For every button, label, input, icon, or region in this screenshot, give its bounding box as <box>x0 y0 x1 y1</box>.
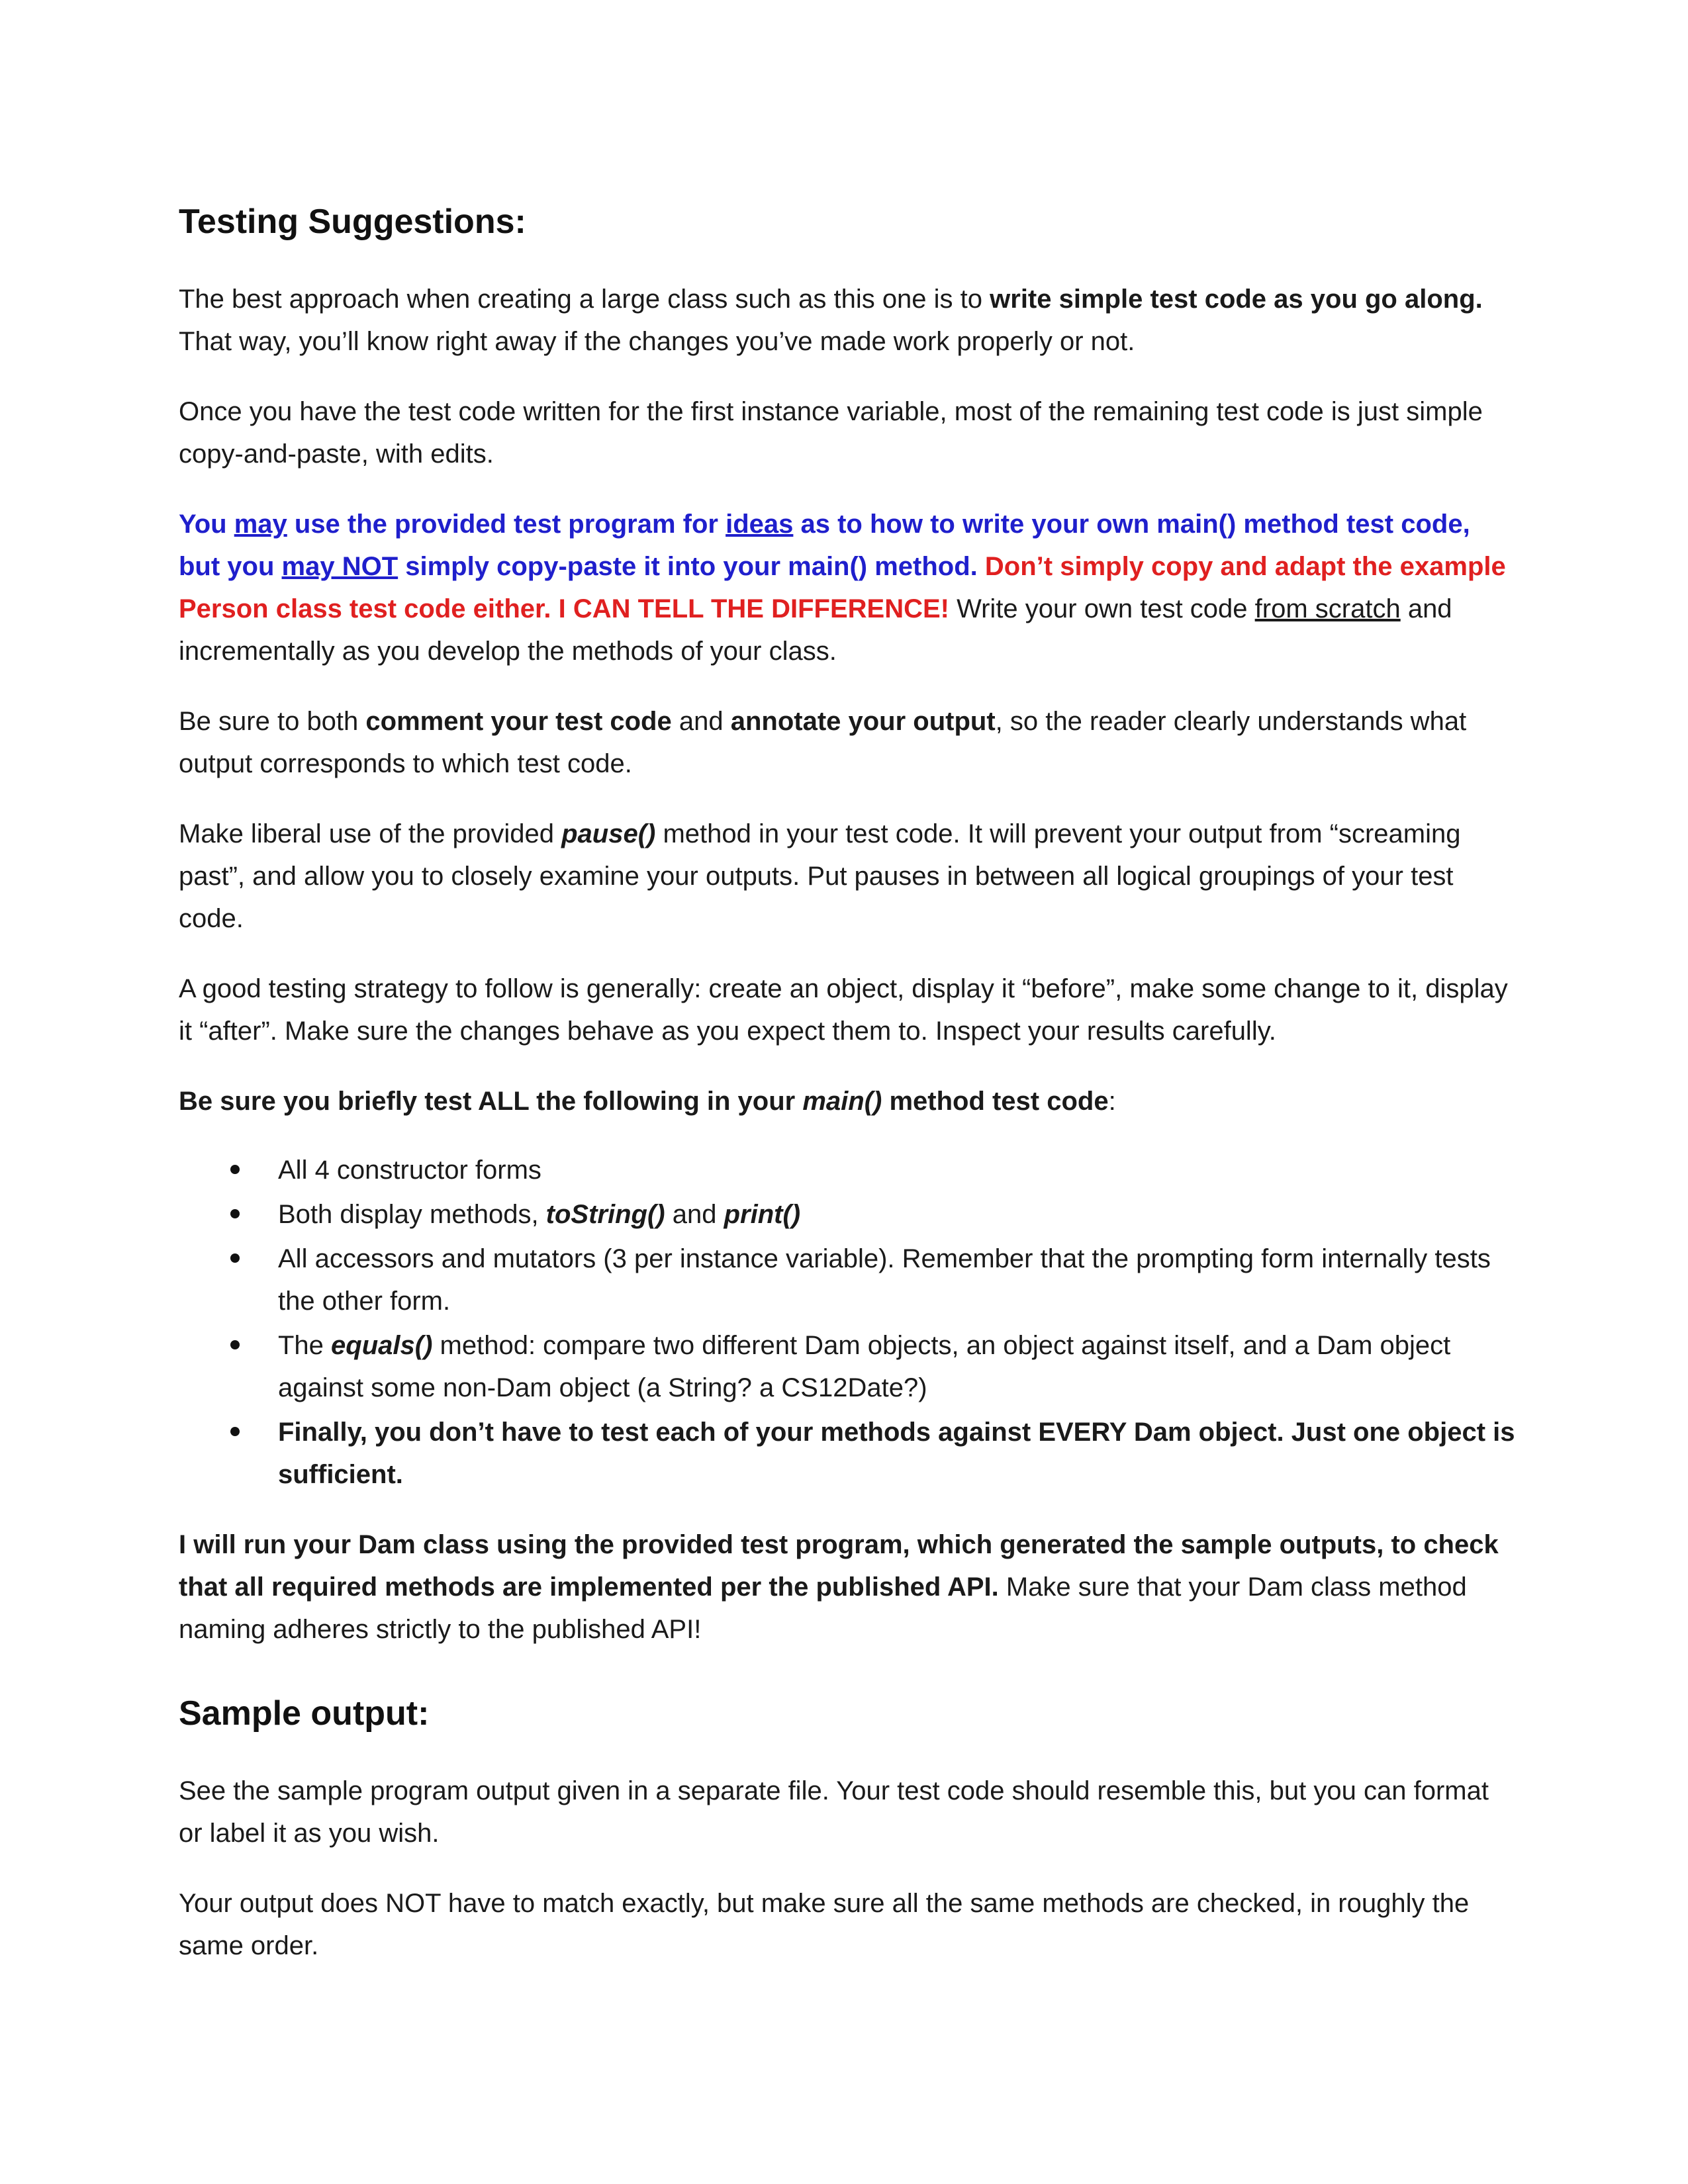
list-item: Both display methods, toString() and print() <box>179 1193 1516 1236</box>
paragraph-match: Your output does NOT have to match exactly, but make sure all the same methods are checked, in roughly the same order. <box>179 1889 1470 1960</box>
bullet-icon <box>230 1165 240 1174</box>
paragraph-api-check: I will run your Dam class using the provided test program, which generated the sample outputs, to check that all required methods are implemented per the published API. Make sure that your Dam class method naming adheres strictly to the published API! <box>179 1530 1499 1644</box>
document-page <box>179 192 1516 1967</box>
bullet-icon <box>230 1340 240 1349</box>
testing-suggestions-heading: Testing Suggestions: <box>179 203 526 241</box>
sample-output-heading: Sample output: <box>179 1694 430 1733</box>
bullet-icon <box>230 1427 240 1436</box>
paragraph-warning: You may use the provided test program for ideas as to how to write your own main() method test code, but you may NOT simply copy-paste it into your main() method. Don’t simply copy and adapt the example Person class test code either. I CAN TELL THE DIFFERENCE! Write your own test code from scratch and incrementally as you develop the methods of your class. <box>179 510 1506 666</box>
paragraph-comment-annotate: Be sure to both comment your test code and annotate your output, so the reader clearly understands what output corresponds to which test code. <box>179 707 1467 778</box>
list-item: The equals() method: compare two different Dam objects, an object against itself, and a Dam object against some non-Dam object (a String? a CS12Date?) <box>179 1324 1516 1409</box>
paragraph-best-approach: The best approach when creating a large class such as this one is to write simple test code as you go along. That way, you’ll know right away if the changes you’ve made work properly or not. <box>179 285 1483 356</box>
paragraph-pause: Make liberal use of the provided pause() method in your test code. It will prevent your output from “screaming past”, and allow you to closely examine your outputs. Put pauses in between all logical groupings of your test code. <box>179 819 1461 933</box>
paragraph-sample-file: See the sample program output given in a separate file. Your test code should resemble this, but you can format or label it as you wish. <box>179 1776 1489 1848</box>
list-item: Finally, you don’t have to test each of your methods against EVERY Dam object. Just one object is sufficient. <box>179 1411 1516 1496</box>
list-item: All accessors and mutators (3 per instance variable). Remember that the prompting form internally tests the other form. <box>179 1238 1516 1322</box>
bullet-icon <box>230 1253 240 1263</box>
test-checklist <box>179 1149 1516 1496</box>
bullet-icon <box>230 1209 240 1218</box>
paragraph-copy-paste: Once you have the test code written for the first instance variable, most of the remaining test code is just simple copy-and-paste, with edits. <box>179 397 1483 469</box>
paragraph-test-list-intro: Be sure you briefly test ALL the following in your main() method test code: <box>179 1087 1116 1116</box>
paragraph-strategy: A good testing strategy to follow is generally: create an object, display it “before”, make some change to it, display it “after”. Make sure the changes behave as you expect them to. Inspect your results carefully. <box>179 974 1508 1046</box>
list-item: All 4 constructor forms <box>179 1149 1516 1191</box>
